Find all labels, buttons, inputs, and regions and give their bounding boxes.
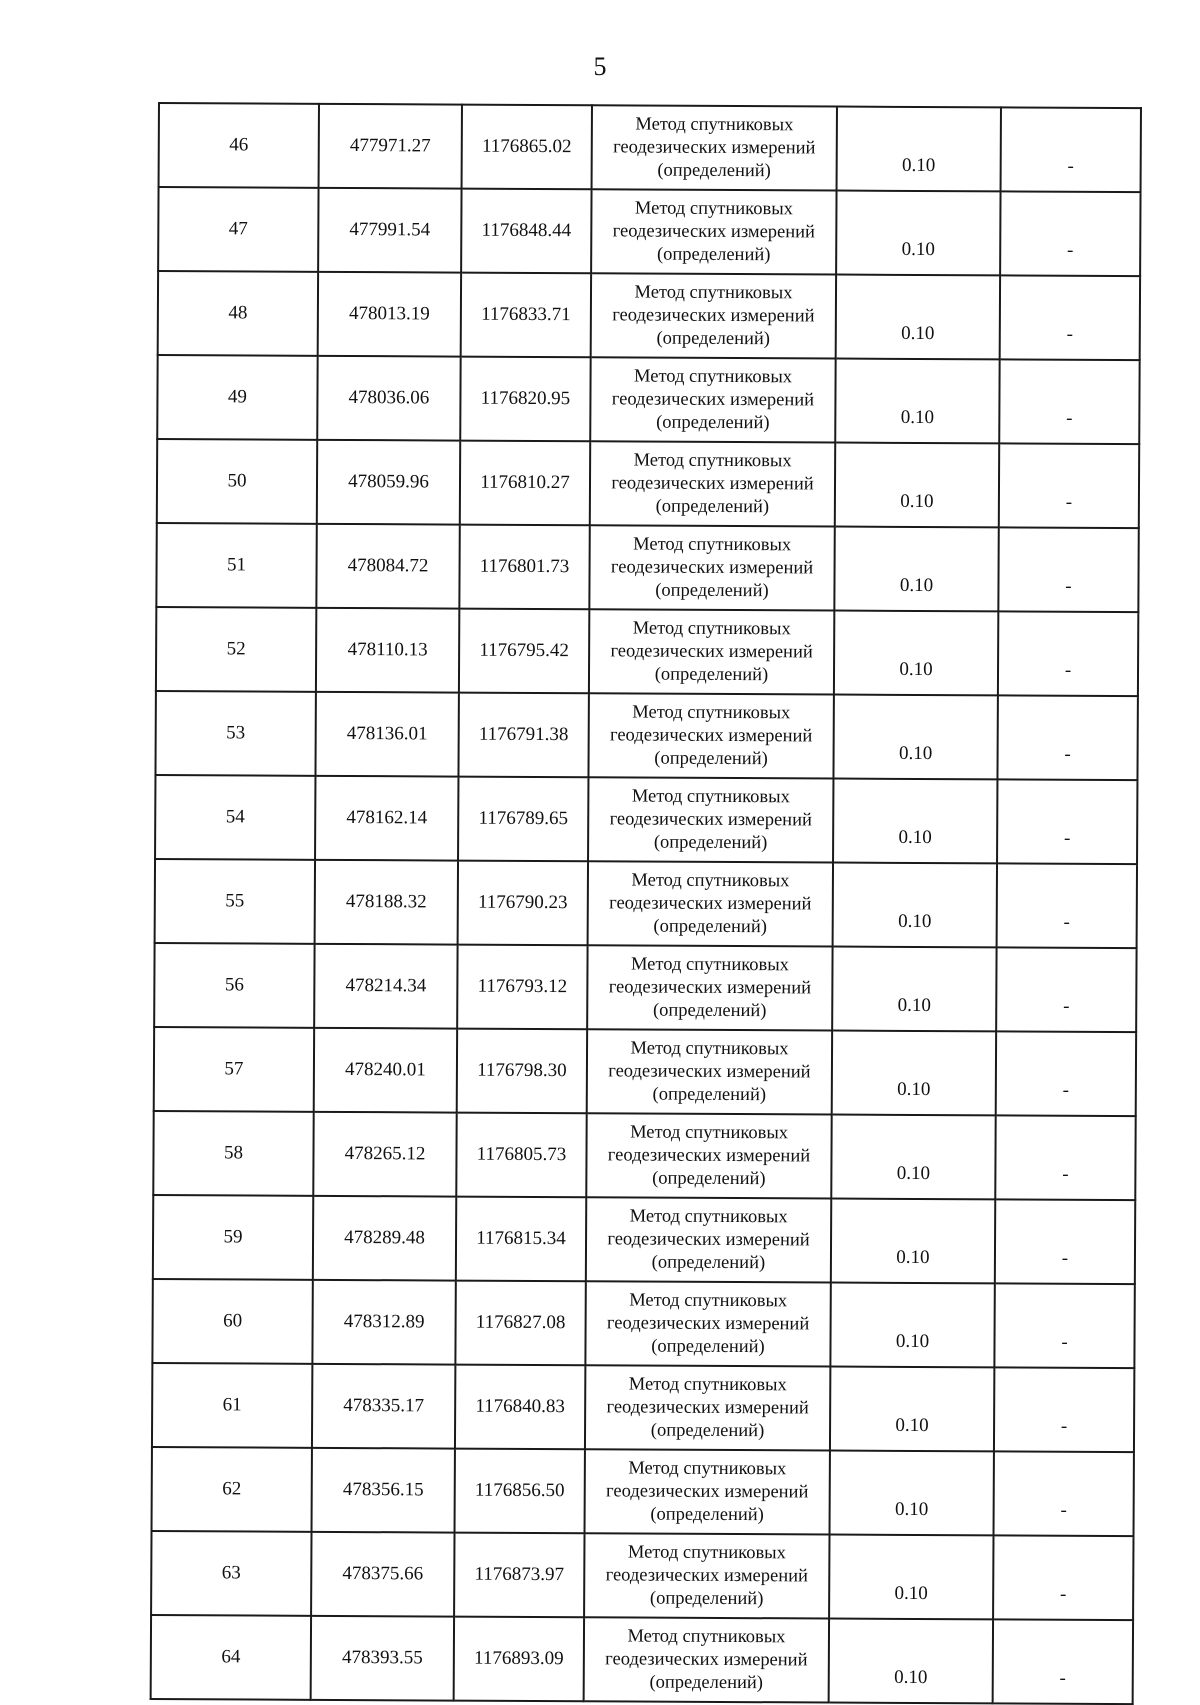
method-cell bbox=[585, 1365, 830, 1450]
method-line: геодезических измерений bbox=[607, 1228, 810, 1250]
method-line: геодезических измерений bbox=[606, 1312, 810, 1334]
method-line: геодезических измерений bbox=[608, 976, 812, 998]
method-line: Метод спутниковых bbox=[629, 1205, 788, 1227]
extra-cell: - bbox=[998, 527, 1138, 612]
x-coordinate-cell: 478110.13 bbox=[316, 608, 459, 693]
y-coordinate-cell: 1176820.95 bbox=[460, 357, 590, 442]
method-cell bbox=[585, 1281, 830, 1366]
method-line: (определений) bbox=[656, 412, 770, 433]
extra-cell: - bbox=[999, 359, 1139, 444]
point-number-cell: 64 bbox=[151, 1615, 311, 1700]
y-coordinate-cell: 1176798.30 bbox=[457, 1029, 587, 1114]
method-cell bbox=[592, 105, 837, 190]
table-row bbox=[156, 523, 1138, 612]
y-coordinate-cell: 1176789.65 bbox=[458, 777, 588, 862]
x-coordinate-cell: 478312.89 bbox=[312, 1280, 455, 1365]
y-coordinate-cell: 1176801.73 bbox=[459, 525, 589, 610]
method-line: (определений) bbox=[652, 1000, 767, 1021]
x-coordinate-cell: 478162.14 bbox=[315, 776, 458, 861]
table-row bbox=[152, 1363, 1134, 1452]
method-line: Метод спутниковых bbox=[632, 617, 791, 639]
extra-cell: - bbox=[994, 1283, 1134, 1368]
x-coordinate-cell: 478335.17 bbox=[312, 1364, 455, 1449]
y-coordinate-cell: 1176810.27 bbox=[460, 441, 590, 526]
y-coordinate-cell: 1176793.12 bbox=[457, 945, 587, 1030]
table-row bbox=[155, 859, 1137, 948]
x-coordinate-cell: 478356.15 bbox=[312, 1448, 455, 1533]
method-line: геодезических измерений bbox=[612, 220, 816, 242]
x-coordinate-cell: 478240.01 bbox=[314, 1028, 457, 1113]
point-number-cell: 52 bbox=[156, 607, 316, 692]
point-number-cell: 62 bbox=[152, 1447, 312, 1532]
method-cell bbox=[589, 609, 834, 694]
y-coordinate-cell: 1176848.44 bbox=[461, 189, 591, 274]
table-row bbox=[157, 355, 1139, 444]
extra-cell: - bbox=[996, 947, 1136, 1032]
method-cell bbox=[588, 693, 833, 778]
table-row bbox=[156, 607, 1138, 696]
x-coordinate-cell: 478013.19 bbox=[318, 272, 461, 357]
method-line: Метод спутниковых bbox=[634, 365, 793, 387]
point-number-cell: 60 bbox=[152, 1279, 312, 1364]
y-coordinate-cell: 1176795.42 bbox=[459, 609, 589, 694]
method-line: Метод спутниковых bbox=[627, 1541, 786, 1563]
x-coordinate-cell: 478289.48 bbox=[313, 1196, 456, 1281]
extra-cell: - bbox=[993, 1619, 1133, 1704]
table-row bbox=[151, 1615, 1133, 1704]
point-number-cell: 51 bbox=[156, 523, 316, 608]
method-line: Метод спутниковых bbox=[628, 1373, 787, 1395]
accuracy-cell: 0.10 bbox=[834, 527, 998, 612]
method-line: геодезических измерений bbox=[610, 556, 814, 578]
point-number-cell: 57 bbox=[154, 1027, 314, 1112]
y-coordinate-cell: 1176791.38 bbox=[458, 693, 588, 778]
y-coordinate-cell: 1176833.71 bbox=[461, 273, 591, 358]
extra-cell: - bbox=[995, 1115, 1135, 1200]
method-cell bbox=[584, 1533, 829, 1618]
method-line: (определений) bbox=[650, 1420, 765, 1441]
point-number-cell: 48 bbox=[158, 271, 318, 356]
x-coordinate-cell: 478188.32 bbox=[315, 860, 458, 945]
method-line: Метод спутниковых bbox=[629, 1289, 788, 1311]
x-coordinate-cell: 478214.34 bbox=[314, 944, 457, 1029]
method-cell bbox=[591, 189, 836, 274]
method-cell bbox=[591, 273, 836, 358]
method-cell bbox=[588, 861, 833, 946]
extra-cell: - bbox=[996, 1031, 1136, 1116]
point-number-cell: 54 bbox=[155, 775, 315, 860]
method-line: геодезических измерений bbox=[609, 724, 813, 746]
method-line: (определений) bbox=[649, 1588, 764, 1609]
method-line: (определений) bbox=[651, 1336, 765, 1357]
point-number-cell: 58 bbox=[153, 1111, 313, 1196]
extra-cell: - bbox=[993, 1535, 1133, 1620]
extra-cell: - bbox=[1000, 275, 1140, 360]
accuracy-cell: 0.10 bbox=[837, 107, 1001, 192]
method-line: (определений) bbox=[652, 1168, 766, 1189]
method-cell bbox=[590, 441, 835, 526]
method-line: (определений) bbox=[653, 832, 768, 853]
point-number-cell: 59 bbox=[153, 1195, 313, 1280]
point-number-cell: 53 bbox=[155, 691, 315, 776]
method-line: геодезических измерений bbox=[606, 1396, 809, 1418]
table-row bbox=[152, 1279, 1134, 1368]
table-row bbox=[158, 187, 1140, 276]
y-coordinate-cell: 1176840.83 bbox=[455, 1365, 585, 1450]
method-cell bbox=[589, 525, 834, 610]
point-number-cell: 55 bbox=[155, 859, 315, 944]
accuracy-cell: 0.10 bbox=[836, 275, 1000, 360]
accuracy-cell: 0.10 bbox=[833, 863, 997, 948]
method-line: Метод спутниковых bbox=[630, 953, 790, 975]
y-coordinate-cell: 1176790.23 bbox=[458, 861, 588, 946]
method-line: Метод спутниковых bbox=[628, 1457, 787, 1479]
extra-cell: - bbox=[997, 863, 1137, 948]
accuracy-cell: 0.10 bbox=[834, 611, 998, 696]
method-line: геодезических измерений bbox=[611, 472, 814, 494]
extra-cell: - bbox=[995, 1199, 1135, 1284]
method-cell bbox=[590, 357, 835, 442]
table-row bbox=[153, 1195, 1135, 1284]
method-cell bbox=[587, 1029, 832, 1114]
method-line: (определений) bbox=[653, 916, 767, 937]
accuracy-cell: 0.10 bbox=[830, 1283, 994, 1368]
method-line: (определений) bbox=[652, 1084, 767, 1105]
point-number-cell: 50 bbox=[157, 439, 317, 524]
y-coordinate-cell: 1176815.34 bbox=[456, 1197, 586, 1282]
point-number-cell: 63 bbox=[151, 1531, 311, 1616]
accuracy-cell: 0.10 bbox=[829, 1619, 993, 1704]
x-coordinate-cell: 478136.01 bbox=[315, 692, 458, 777]
extra-cell: - bbox=[997, 779, 1137, 864]
x-coordinate-cell: 478084.72 bbox=[316, 524, 459, 609]
accuracy-cell: 0.10 bbox=[832, 1031, 996, 1116]
method-cell bbox=[586, 1113, 831, 1198]
accuracy-cell: 0.10 bbox=[830, 1451, 994, 1536]
method-cell bbox=[586, 1197, 831, 1282]
extra-cell: - bbox=[997, 695, 1137, 780]
method-cell bbox=[587, 945, 832, 1030]
point-number-cell: 49 bbox=[157, 355, 317, 440]
method-line: Метод спутниковых bbox=[631, 785, 790, 807]
table-row bbox=[159, 103, 1141, 192]
table-row bbox=[153, 1111, 1135, 1200]
method-line: геодезических измерений bbox=[606, 1480, 809, 1502]
method-line: (определений) bbox=[654, 664, 769, 685]
x-coordinate-cell: 478059.96 bbox=[317, 440, 460, 525]
method-line: Метод спутниковых bbox=[627, 1625, 786, 1647]
accuracy-cell: 0.10 bbox=[831, 1115, 995, 1200]
method-line: Метод спутниковых bbox=[631, 869, 790, 891]
method-cell bbox=[585, 1449, 830, 1534]
method-line: Метод спутниковых bbox=[634, 281, 793, 303]
method-line: геодезических измерений bbox=[610, 640, 813, 662]
method-line: (определений) bbox=[655, 580, 769, 601]
table-row bbox=[155, 775, 1137, 864]
extra-cell: - bbox=[1001, 107, 1141, 192]
method-line: (определений) bbox=[657, 160, 771, 181]
method-line: (определений) bbox=[649, 1672, 764, 1693]
y-coordinate-cell: 1176865.02 bbox=[462, 105, 592, 190]
accuracy-cell: 0.10 bbox=[835, 359, 999, 444]
method-line: Метод спутниковых bbox=[630, 1037, 789, 1059]
x-coordinate-cell: 478265.12 bbox=[313, 1112, 456, 1197]
extra-cell: - bbox=[994, 1451, 1134, 1536]
method-line: (определений) bbox=[654, 748, 768, 769]
method-cell bbox=[588, 777, 833, 862]
method-line: геодезических измерений bbox=[609, 808, 812, 830]
accuracy-cell: 0.10 bbox=[829, 1535, 993, 1620]
y-coordinate-cell: 1176893.09 bbox=[454, 1617, 584, 1702]
accuracy-cell: 0.10 bbox=[831, 1199, 995, 1284]
extra-cell: - bbox=[999, 443, 1139, 528]
table-row bbox=[154, 943, 1136, 1032]
point-number-cell: 46 bbox=[159, 103, 319, 188]
extra-cell: - bbox=[994, 1367, 1134, 1452]
method-line: геодезических измерений bbox=[605, 1648, 808, 1670]
coordinates-table-body bbox=[151, 103, 1141, 1704]
x-coordinate-cell: 477991.54 bbox=[318, 188, 461, 273]
method-line: (определений) bbox=[656, 328, 771, 349]
table-row bbox=[157, 439, 1139, 528]
method-line: геодезических измерений bbox=[605, 1564, 809, 1586]
accuracy-cell: 0.10 bbox=[833, 695, 997, 780]
method-line: геодезических измерений bbox=[609, 892, 812, 914]
table-row bbox=[152, 1447, 1134, 1536]
method-line: геодезических измерений bbox=[612, 304, 815, 326]
method-line: Метод спутниковых bbox=[633, 449, 792, 471]
x-coordinate-cell: 477971.27 bbox=[319, 104, 462, 189]
method-line: (определений) bbox=[655, 496, 770, 517]
accuracy-cell: 0.10 bbox=[836, 191, 1000, 276]
y-coordinate-cell: 1176805.73 bbox=[456, 1113, 586, 1198]
y-coordinate-cell: 1176856.50 bbox=[455, 1449, 585, 1534]
method-line: геодезических измерений bbox=[611, 388, 815, 410]
method-line: Метод спутниковых bbox=[634, 197, 793, 219]
method-line: Метод спутниковых bbox=[632, 701, 791, 723]
accuracy-cell: 0.10 bbox=[835, 443, 999, 528]
method-line: Метод спутниковых bbox=[635, 114, 794, 135]
method-line: геодезических измерений bbox=[613, 136, 816, 158]
method-line: Метод спутниковых bbox=[630, 1121, 789, 1143]
point-number-cell: 47 bbox=[158, 187, 318, 272]
method-line: (определений) bbox=[651, 1252, 766, 1273]
table-row bbox=[154, 1027, 1136, 1116]
accuracy-cell: 0.10 bbox=[833, 779, 997, 864]
extra-cell: - bbox=[1000, 191, 1140, 276]
table-row bbox=[151, 1531, 1133, 1620]
y-coordinate-cell: 1176827.08 bbox=[455, 1281, 585, 1366]
x-coordinate-cell: 478393.55 bbox=[311, 1616, 454, 1701]
point-number-cell: 61 bbox=[152, 1363, 312, 1448]
method-line: геодезических измерений bbox=[607, 1144, 811, 1166]
method-line: Метод спутниковых bbox=[633, 533, 792, 555]
x-coordinate-cell: 478375.66 bbox=[311, 1532, 454, 1617]
accuracy-cell: 0.10 bbox=[830, 1367, 994, 1452]
x-coordinate-cell: 478036.06 bbox=[317, 356, 460, 441]
method-cell bbox=[584, 1617, 829, 1702]
page-number: 5 bbox=[593, 52, 607, 81]
method-line: (определений) bbox=[656, 244, 771, 265]
table-row bbox=[158, 271, 1140, 360]
table-row bbox=[155, 691, 1137, 780]
extra-cell: - bbox=[998, 611, 1138, 696]
method-line: геодезических измерений bbox=[608, 1060, 811, 1082]
coordinates-table bbox=[150, 102, 1142, 1705]
method-line: (определений) bbox=[650, 1504, 764, 1525]
point-number-cell: 56 bbox=[154, 943, 314, 1028]
accuracy-cell: 0.10 bbox=[832, 947, 996, 1032]
y-coordinate-cell: 1176873.97 bbox=[454, 1533, 584, 1618]
